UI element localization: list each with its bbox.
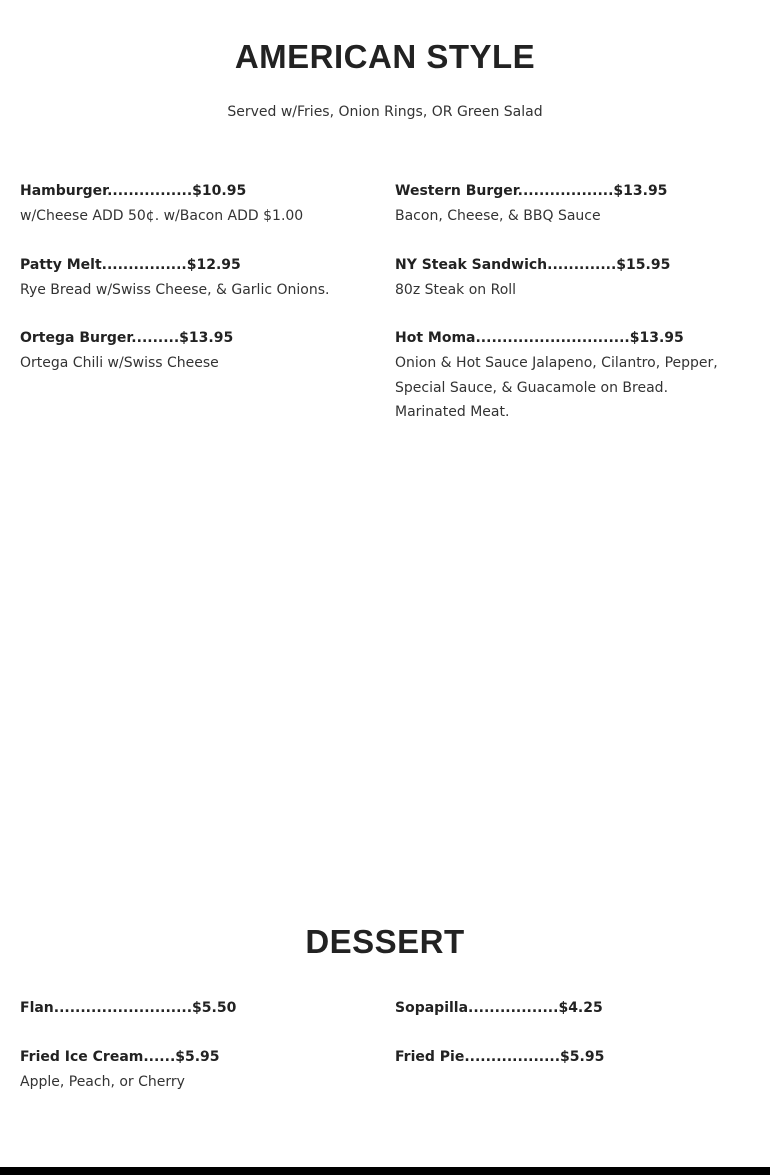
menu-item-hamburger (20, 179, 360, 229)
menu-item-title: Fried Ice Cream......$5.95 (20, 1049, 220, 1065)
menu-item-description: Rye Bread w/Swiss Cheese, & Garlic Onions. (20, 281, 330, 298)
menu-item-flan (20, 996, 360, 1021)
menu-item-description: w/Cheese ADD 50¢. w/Bacon ADD $1.00 (20, 208, 304, 224)
menu-item-sopapilla (395, 996, 740, 1021)
menu-item-description: Apple, Peach, or Cherry (20, 1074, 185, 1090)
menu-item-title: Fried Pie..................$5.95 (395, 1049, 605, 1065)
menu-item-description: Ortega Chili w/Swiss Cheese (20, 355, 219, 371)
menu-item-hot-moma (395, 326, 740, 425)
dessert-left-column (20, 996, 360, 1119)
dessert-heading: DESSERT (305, 923, 465, 960)
menu-item-title: NY Steak Sandwich.............$15.95 (395, 256, 671, 273)
american-left-column (20, 179, 360, 400)
menu-item-ny-steak-sandwich (395, 253, 740, 303)
menu-item-title: Ortega Burger.........$13.95 (20, 330, 234, 346)
menu-item-fried-pie (395, 1045, 740, 1070)
menu-item-description: 80z Steak on Roll (395, 281, 517, 298)
menu-item-title: Sopapilla.................$4.25 (395, 1000, 603, 1016)
bottom-bar (0, 1167, 770, 1175)
american-style-subtitle: Served w/Fries, Onion Rings, OR Green Salad (227, 104, 543, 120)
american-style-heading: AMERICAN STYLE (234, 38, 536, 75)
menu-item-title: Patty Melt................$12.95 (20, 256, 241, 273)
menu-item-title: Flan..........................$5.50 (20, 1000, 237, 1016)
menu-item-ortega-burger (20, 326, 360, 376)
menu-item-title: Hot Moma.............................$13.95 (395, 330, 684, 346)
menu-item-fried-ice-cream (20, 1045, 360, 1095)
american-right-column (395, 179, 740, 449)
menu-item-description: Bacon, Cheese, & BBQ Sauce (395, 208, 601, 224)
menu-item-title: Western Burger..................$13.95 (395, 183, 668, 199)
dessert-right-column (395, 996, 740, 1094)
menu-item-patty-melt (20, 253, 360, 303)
menu-item-title: Hamburger................$10.95 (20, 183, 247, 199)
menu-item-description: Onion & Hot Sauce Jalapeno, Cilantro, Pepper, Special Sauce, & Guacamole on Bread. Marinated Meat. (395, 355, 718, 420)
menu-item-western-burger (395, 179, 740, 229)
